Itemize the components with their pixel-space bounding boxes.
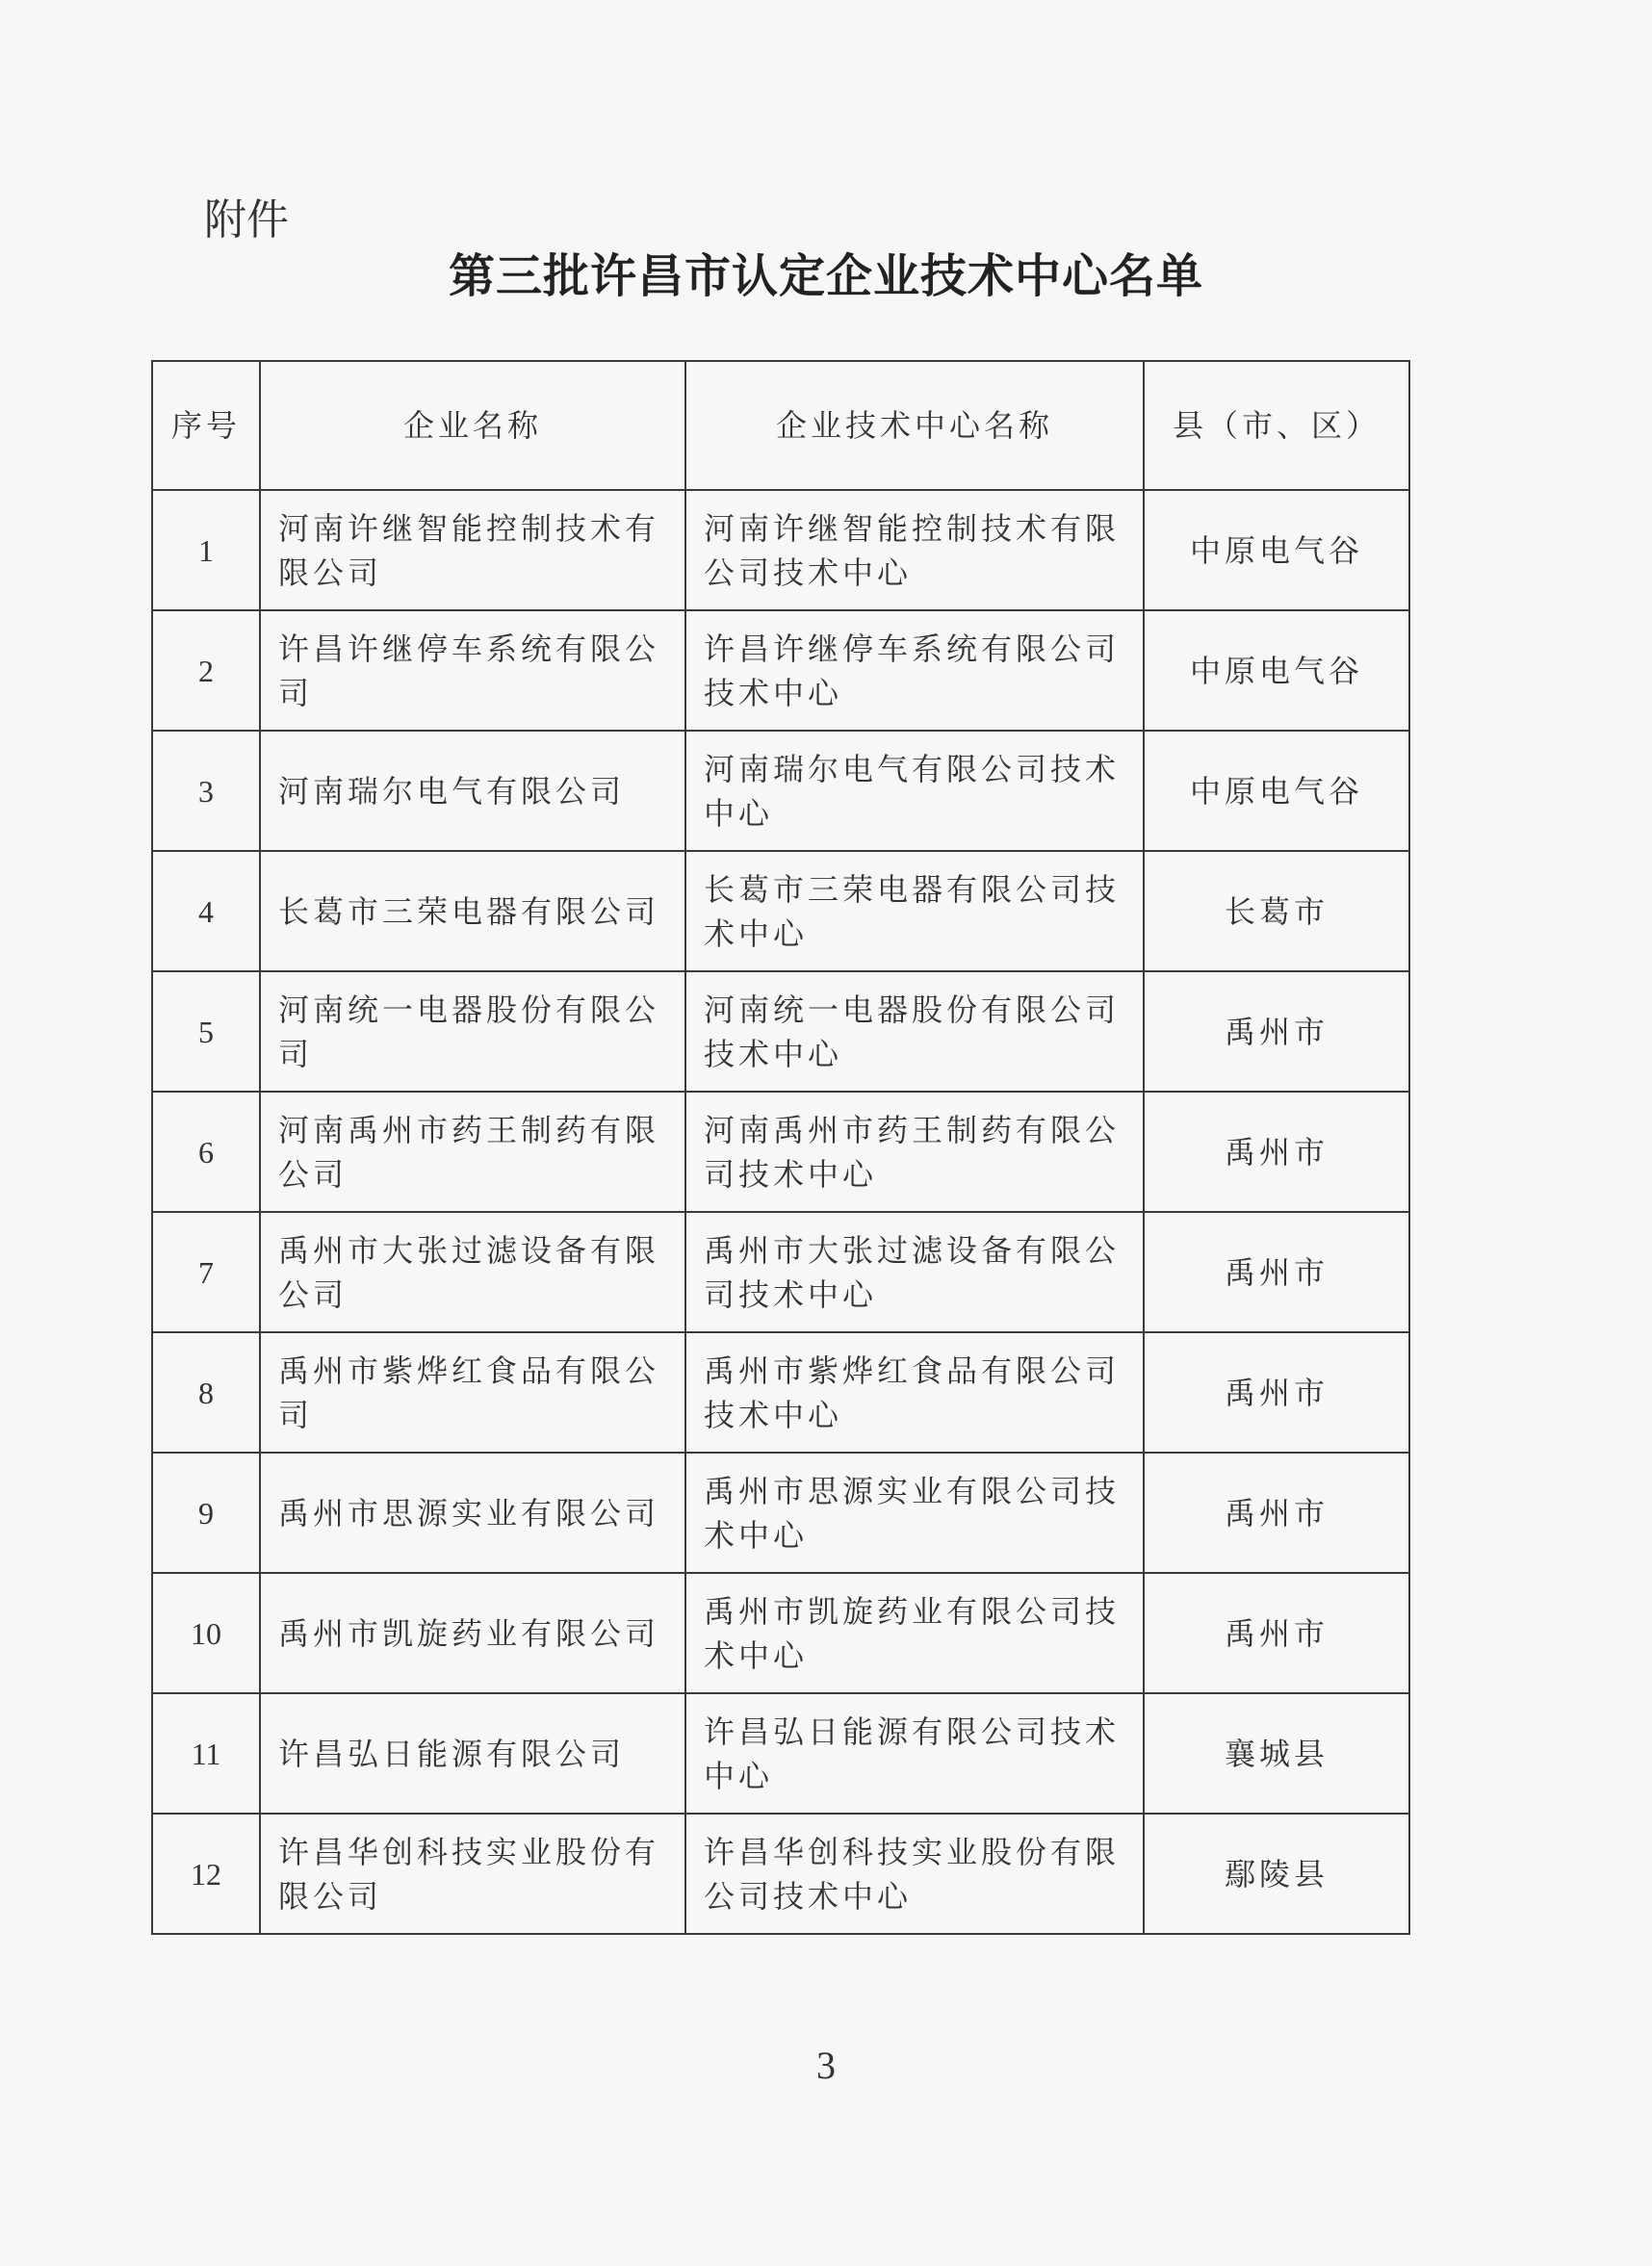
row-enterprise: 许昌许继停车系统有限公司 [260, 610, 685, 731]
row-serial: 2 [152, 610, 260, 731]
row-tech-center: 河南禹州市药王制药有限公司技术中心 [685, 1092, 1144, 1212]
row-county: 长葛市 [1144, 851, 1409, 971]
row-tech-center: 许昌许继停车系统有限公司技术中心 [685, 610, 1144, 731]
table-row [152, 490, 1409, 610]
row-serial: 10 [152, 1573, 260, 1693]
header-tech-center: 企业技术中心名称 [685, 361, 1144, 490]
row-serial: 4 [152, 851, 260, 971]
row-enterprise: 禹州市大张过滤设备有限公司 [260, 1212, 685, 1332]
row-county: 鄢陵县 [1144, 1814, 1409, 1934]
row-serial: 7 [152, 1212, 260, 1332]
row-enterprise: 禹州市凯旋药业有限公司 [260, 1573, 685, 1693]
row-enterprise: 河南禹州市药王制药有限公司 [260, 1092, 685, 1212]
row-county: 中原电气谷 [1144, 731, 1409, 851]
row-tech-center: 河南瑞尔电气有限公司技术中心 [685, 731, 1144, 851]
table-row [152, 731, 1409, 851]
page-number: 3 [816, 2044, 836, 2087]
row-tech-center: 河南统一电器股份有限公司技术中心 [685, 971, 1144, 1092]
row-serial: 9 [152, 1453, 260, 1573]
row-enterprise: 长葛市三荣电器有限公司 [260, 851, 685, 971]
row-county: 禹州市 [1144, 1453, 1409, 1573]
row-serial: 8 [152, 1332, 260, 1453]
table-row [152, 1332, 1409, 1453]
row-enterprise: 许昌华创科技实业股份有限公司 [260, 1814, 685, 1934]
table-row [152, 1693, 1409, 1814]
row-tech-center: 禹州市凯旋药业有限公司技术中心 [685, 1573, 1144, 1693]
row-county: 中原电气谷 [1144, 490, 1409, 610]
row-serial: 3 [152, 731, 260, 851]
row-enterprise: 河南统一电器股份有限公司 [260, 971, 685, 1092]
row-enterprise: 禹州市紫烨红食品有限公司 [260, 1332, 685, 1453]
row-tech-center: 禹州市大张过滤设备有限公司技术中心 [685, 1212, 1144, 1332]
row-county: 禹州市 [1144, 1332, 1409, 1453]
row-enterprise: 禹州市思源实业有限公司 [260, 1453, 685, 1573]
row-tech-center: 许昌华创科技实业股份有限公司技术中心 [685, 1814, 1144, 1934]
row-enterprise: 河南瑞尔电气有限公司 [260, 731, 685, 851]
table-row [152, 1573, 1409, 1693]
table-row [152, 1453, 1409, 1573]
table-row [152, 610, 1409, 731]
table-row [152, 1814, 1409, 1934]
attachment-label: 附件 [204, 195, 289, 245]
row-enterprise: 河南许继智能控制技术有限公司 [260, 490, 685, 610]
row-county: 禹州市 [1144, 1092, 1409, 1212]
row-tech-center: 河南许继智能控制技术有限公司技术中心 [685, 490, 1144, 610]
table-row [152, 1092, 1409, 1212]
table-header-row [152, 361, 1409, 490]
row-tech-center: 长葛市三荣电器有限公司技术中心 [685, 851, 1144, 971]
table-row [152, 971, 1409, 1092]
row-serial: 1 [152, 490, 260, 610]
row-tech-center: 许昌弘日能源有限公司技术中心 [685, 1693, 1144, 1814]
header-enterprise: 企业名称 [260, 361, 685, 490]
row-county: 禹州市 [1144, 971, 1409, 1092]
row-county: 禹州市 [1144, 1573, 1409, 1693]
row-county: 禹州市 [1144, 1212, 1409, 1332]
header-county: 县（市、区） [1144, 361, 1409, 490]
table-row [152, 1212, 1409, 1332]
row-serial: 5 [152, 971, 260, 1092]
row-serial: 11 [152, 1693, 260, 1814]
header-serial: 序号 [152, 361, 260, 490]
enterprise-center-table [151, 360, 1410, 1935]
row-tech-center: 禹州市紫烨红食品有限公司技术中心 [685, 1332, 1144, 1453]
row-serial: 6 [152, 1092, 260, 1212]
row-enterprise: 许昌弘日能源有限公司 [260, 1693, 685, 1814]
row-county: 襄城县 [1144, 1693, 1409, 1814]
document-title: 第三批许昌市认定企业技术中心名单 [448, 249, 1203, 303]
row-serial: 12 [152, 1814, 260, 1934]
row-tech-center: 禹州市思源实业有限公司技术中心 [685, 1453, 1144, 1573]
table-row [152, 851, 1409, 971]
row-county: 中原电气谷 [1144, 610, 1409, 731]
